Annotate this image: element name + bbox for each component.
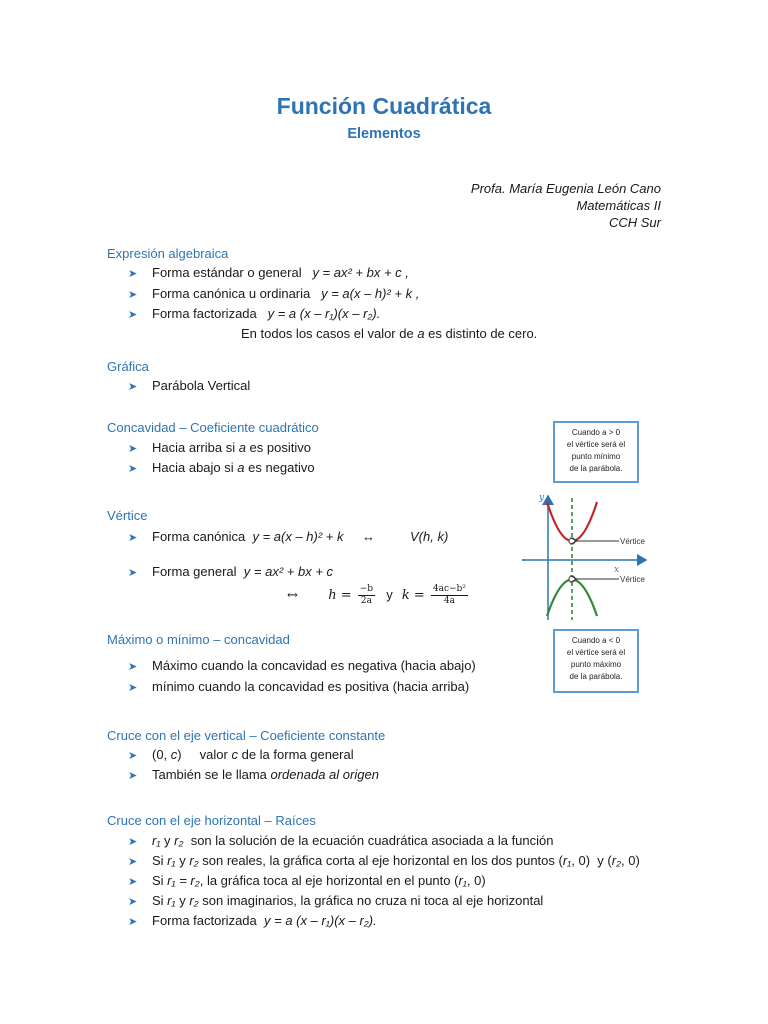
vertex-point: V(h, k) <box>410 529 449 544</box>
callout-line: punto mínimo <box>571 452 621 461</box>
callout-line: Cuando a > 0 <box>571 428 621 437</box>
list-item <box>128 460 315 475</box>
h-equals: h = <box>328 588 352 603</box>
callout-line: Cuando a < 0 <box>571 636 621 645</box>
note-part: es distinto de cero. <box>424 326 538 341</box>
root-r2: r₂ <box>189 853 199 868</box>
item-text: Forma canónica u ordinaria <box>152 286 311 301</box>
item-var: a <box>238 440 246 455</box>
item-text: son reales, la gráfica corta al eje horizontal en los dos puntos ( <box>198 853 563 868</box>
list-item <box>128 658 476 673</box>
item-text: También se le llama <box>152 767 271 782</box>
item-text: y <box>175 893 190 908</box>
list-item <box>128 767 379 782</box>
list-item <box>128 306 380 321</box>
section-heading-eje-horizontal: Cruce con el eje horizontal – Raíces <box>107 813 316 828</box>
k-denominator: 4a <box>443 596 455 606</box>
root-r2: r₂ <box>174 833 184 848</box>
equivalence-arrow: ↔ <box>287 588 298 603</box>
arrow-bullet-icon: ➤ <box>128 463 138 475</box>
item-text: Si <box>152 853 168 868</box>
item-text: , 0) y ( <box>571 853 612 868</box>
h-denominator: 2a <box>360 596 372 606</box>
section-heading-concavidad: Concavidad – Coeficiente cuadrático <box>107 420 319 435</box>
h-numerator: −b <box>359 584 374 594</box>
arrow-bullet-icon: ➤ <box>128 443 138 455</box>
item-text: Parábola Vertical <box>152 378 251 393</box>
item-text: Forma estándar o general <box>152 265 302 280</box>
author-school: CCH Sur <box>608 215 661 230</box>
formula: y = ax² + bx + c , <box>312 265 409 280</box>
section-heading-maximo: Máximo o mínimo – concavidad <box>107 632 290 647</box>
item-text: ) valor <box>177 747 232 762</box>
item-text: es negativo <box>244 460 315 475</box>
author-name: Profa. María Eugenia León Cano <box>470 181 661 196</box>
arrow-bullet-icon: ➤ <box>128 309 138 321</box>
callout-line: el vértice será el <box>566 648 626 657</box>
list-item <box>128 378 250 393</box>
item-text: (0, <box>152 747 171 762</box>
page-title: Función Cuadrática <box>276 93 492 119</box>
list-item <box>128 265 409 280</box>
list-item <box>128 873 486 888</box>
callout-line: de la parábola. <box>569 464 623 473</box>
callout-box-a-positive <box>553 421 639 483</box>
item-var: c <box>170 747 178 762</box>
list-item <box>128 440 311 455</box>
arrow-bullet-icon: ➤ <box>128 750 138 762</box>
page-subtitle: Elementos <box>347 126 421 142</box>
arrow-bullet-icon: ➤ <box>128 876 138 888</box>
item-var: a <box>237 460 245 475</box>
item-text: son imaginarios, la gráfica no cruza ni toca al eje horizontal <box>198 893 544 908</box>
callout-line: punto máximo <box>570 660 622 669</box>
roots-equal: r₁ = r₂ <box>167 873 200 888</box>
root-r2: r₂ <box>611 853 622 868</box>
k-equals: k = <box>401 588 425 603</box>
arrow-bullet-icon: ➤ <box>128 567 138 579</box>
list-item <box>128 286 419 301</box>
arrow-bullet-icon: ➤ <box>128 268 138 280</box>
arrow-bullet-icon: ➤ <box>128 770 138 782</box>
h-fraction <box>358 584 375 607</box>
note-part: En todos los casos el valor de <box>241 326 418 341</box>
section-heading-grafica: Gráfica <box>107 359 149 374</box>
x-axis-label: x <box>614 565 620 575</box>
root-r1: r₁ <box>167 853 176 868</box>
formula: y = a(x – h)² + k , <box>321 286 420 301</box>
item-text: Si <box>152 893 168 908</box>
item-text: Forma general <box>152 564 237 579</box>
arrow-bullet-icon: ➤ <box>128 916 138 928</box>
formula: y = a(x – h)² + k <box>252 529 344 544</box>
arrow-bullet-icon: ➤ <box>128 381 138 393</box>
formula: y = a (x – r₁)(x – r₂). <box>264 913 377 928</box>
list-item <box>128 679 469 694</box>
list-item <box>128 564 333 579</box>
item-italic: ordenada al origen <box>270 767 379 782</box>
item-text: Máximo cuando la concavidad es negativa (hacia abajo) <box>152 658 476 673</box>
list-item <box>128 529 344 544</box>
item-text: es positivo <box>245 440 311 455</box>
y-axis-label: y <box>539 493 545 503</box>
root-r1: r₁ <box>167 893 176 908</box>
item-var: c <box>231 747 238 762</box>
arrow-bullet-icon: ➤ <box>128 856 138 868</box>
list-item <box>128 913 377 928</box>
author-course: Matemáticas II <box>576 198 661 213</box>
root-r1: r₁ <box>562 853 572 868</box>
item-text: mínimo cuando la concavidad es positiva (hacia arriba) <box>152 679 470 694</box>
item-text: Forma factorizada <box>152 306 257 321</box>
item-text: Forma canónica <box>152 529 246 544</box>
root-r1: r₁ <box>152 833 161 848</box>
list-item <box>128 833 554 848</box>
arrow-bullet-icon: ➤ <box>128 532 138 544</box>
conjunction: y <box>386 587 393 602</box>
note-var: a <box>417 326 425 341</box>
k-numerator: 4ac−b² <box>432 584 466 594</box>
section-heading-vertice: Vértice <box>107 508 148 523</box>
vertex-label-max: Vértice <box>620 575 645 584</box>
root-r1: r₁ <box>458 873 467 888</box>
arrow-bullet-icon: ➤ <box>128 289 138 301</box>
vertex-min-marker <box>569 538 575 544</box>
root-r2: r₂ <box>189 893 199 908</box>
callout-box-a-negative <box>553 629 639 693</box>
list-item <box>128 853 640 868</box>
item-text: Hacia abajo si <box>152 460 238 475</box>
item-text: y <box>175 853 190 868</box>
parabola-diagram <box>520 488 650 623</box>
section-heading-expresion: Expresión algebraica <box>107 246 229 261</box>
vertex-label-min: Vértice <box>620 537 645 546</box>
item-text: , 0) <box>466 873 486 888</box>
formula: y = ax² + bx + c <box>243 564 334 579</box>
callout-line: el vértice será el <box>566 440 626 449</box>
item-text: , la gráfica toca al eje horizontal en el punto ( <box>199 873 459 888</box>
item-text: , 0) <box>621 853 640 868</box>
arrow-bullet-icon: ➤ <box>128 661 138 673</box>
item-text: Si <box>152 873 168 888</box>
arrow-bullet-icon: ➤ <box>128 836 138 848</box>
note-text <box>241 326 537 341</box>
list-item <box>128 747 354 762</box>
list-item <box>128 893 543 908</box>
arrow-bullet-icon: ➤ <box>128 682 138 694</box>
item-text: Hacia arriba si <box>152 440 239 455</box>
callout-line: de la parábola. <box>569 672 623 681</box>
vertex-formula <box>287 584 470 607</box>
item-text: Forma factorizada <box>152 913 257 928</box>
item-text: son la solución de la ecuación cuadrática asociada a la función <box>183 833 554 848</box>
arrow-bullet-icon: ➤ <box>128 896 138 908</box>
vertex-max-marker <box>569 576 575 582</box>
section-heading-eje-vertical: Cruce con el eje vertical – Coeficiente constante <box>107 728 386 743</box>
equivalence-arrow: ↔ <box>362 529 375 544</box>
item-text: de la forma general <box>237 747 354 762</box>
author-block <box>471 180 661 231</box>
k-fraction <box>431 584 468 607</box>
item-text: y <box>160 833 175 848</box>
formula: y = a (x – r₁)(x – r₂). <box>267 306 381 321</box>
